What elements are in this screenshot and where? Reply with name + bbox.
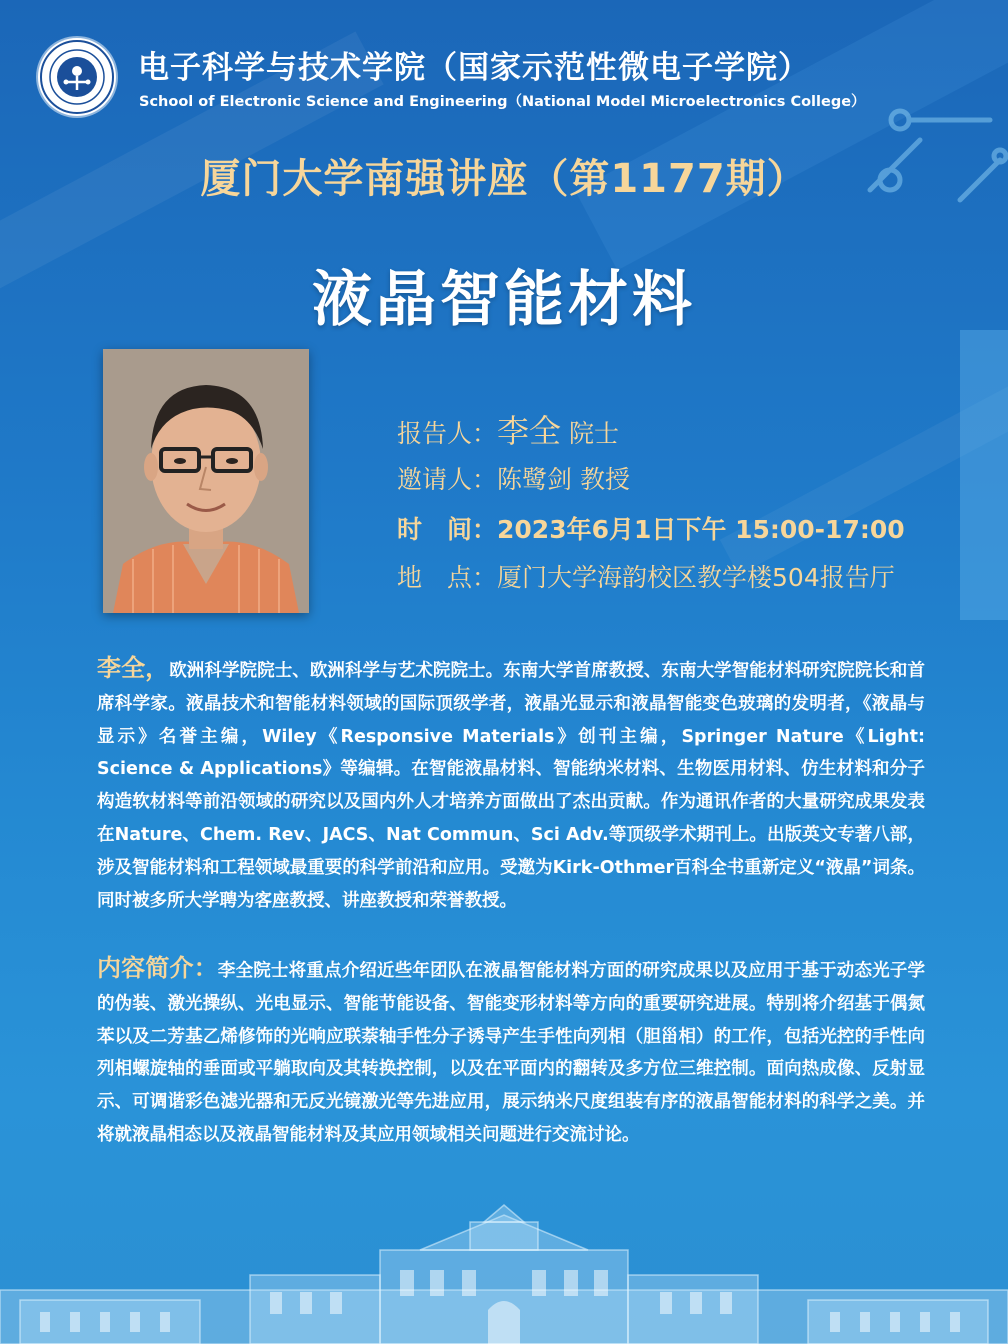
speaker-name: 李全 [497, 412, 562, 450]
school-seal-icon [38, 38, 116, 116]
speaker-row [397, 406, 619, 452]
place-label: 地 点： [397, 563, 498, 592]
bio-heading: 李全， [97, 654, 170, 682]
time-row [397, 510, 905, 546]
lecture-series-title: 厦门大学南强讲座（第1177期） [200, 156, 808, 202]
speaker-label: 报告人： [397, 419, 498, 448]
speaker-bio [97, 652, 925, 917]
school-logo [38, 38, 116, 116]
talk-title: 液晶智能材料 [312, 265, 696, 335]
school-name-english: School of Electronic Science and Engineering（National Model Microelectronics College） [139, 94, 866, 110]
host-value: 陈鹭剑 教授 [497, 465, 630, 494]
abstract-text: 李全院士将重点介绍近些年团队在液晶智能材料方面的研究成果以及应用于基于动态光子学的伪装、激光操纵、光电显示、智能节能设备、智能变形材料等方向的重要研究进展。特别将介绍基于偶氮苯以及二芳基乙烯修饰的光响应联萘轴手性分子诱导产生手性向列相（胆甾相）的工作，包括光控的手性向列相螺旋轴的垂面或平躺取向及其转换控制，以及在平面内的翻转及多方位三维控制。面向热成像、反射显示、可调谐彩色滤光器和无反光镜激光等先进应用，展示纳米尺度组装有序的液晶智能材料的科学之美。并将就液晶相态以及液晶智能材料及其应用领域相关问题进行交流讨论。 [97, 961, 926, 1145]
host-label: 邀请人： [397, 465, 498, 494]
school-name-chinese: 电子科学与技术学院（国家示范性微电子学院） [138, 50, 810, 86]
talk-abstract [97, 952, 925, 1152]
bio-text: 欧洲科学院院士、欧洲科学与艺术院院士。东南大学首席教授、东南大学智能材料研究院院长和首席科学家。液晶技术和智能材料领域的国际顶级学者，液晶光显示和液晶智能变色玻璃的发明者，《液晶与显示》名誉主编，Wiley《Responsive Materials》创刊主编，Springer Nature《Light: Science & Applications》等编辑。在智能液晶材料、智能纳米材料、生物医用材料、仿生材料和分子构造软材料等前沿领域的研究以及国内外人才培养方面做出了杰出贡献。作为通讯作者的大量研究成果发表在Nature、Chem. Rev、JACS、Nat Commun、Sci Adv.等顶级学术期刊上。出版英文专著八部，涉及智能材料和工程领域最重要的科学前沿和应用。受邀为Kirk-Othmer百科全书重新定义“液晶”词条。同时被多所大学聘为客座教授、讲座教授和荣誉教授。 [97, 661, 925, 911]
abstract-heading: 内容简介： [97, 954, 218, 982]
host-row [397, 460, 630, 496]
speaker-title: 院士 [568, 419, 619, 448]
place-value: 厦门大学海韵校区教学楼504报告厅 [497, 563, 895, 592]
time-value: 2023年6月1日下午 15:00-17:00 [497, 515, 905, 544]
speaker-portrait [103, 349, 309, 613]
speaker-photo-icon [103, 349, 309, 613]
place-row [397, 558, 895, 594]
time-label: 时 间： [397, 515, 498, 544]
decorative-panel [960, 330, 1008, 620]
campus-building-illustration [0, 1200, 1008, 1344]
